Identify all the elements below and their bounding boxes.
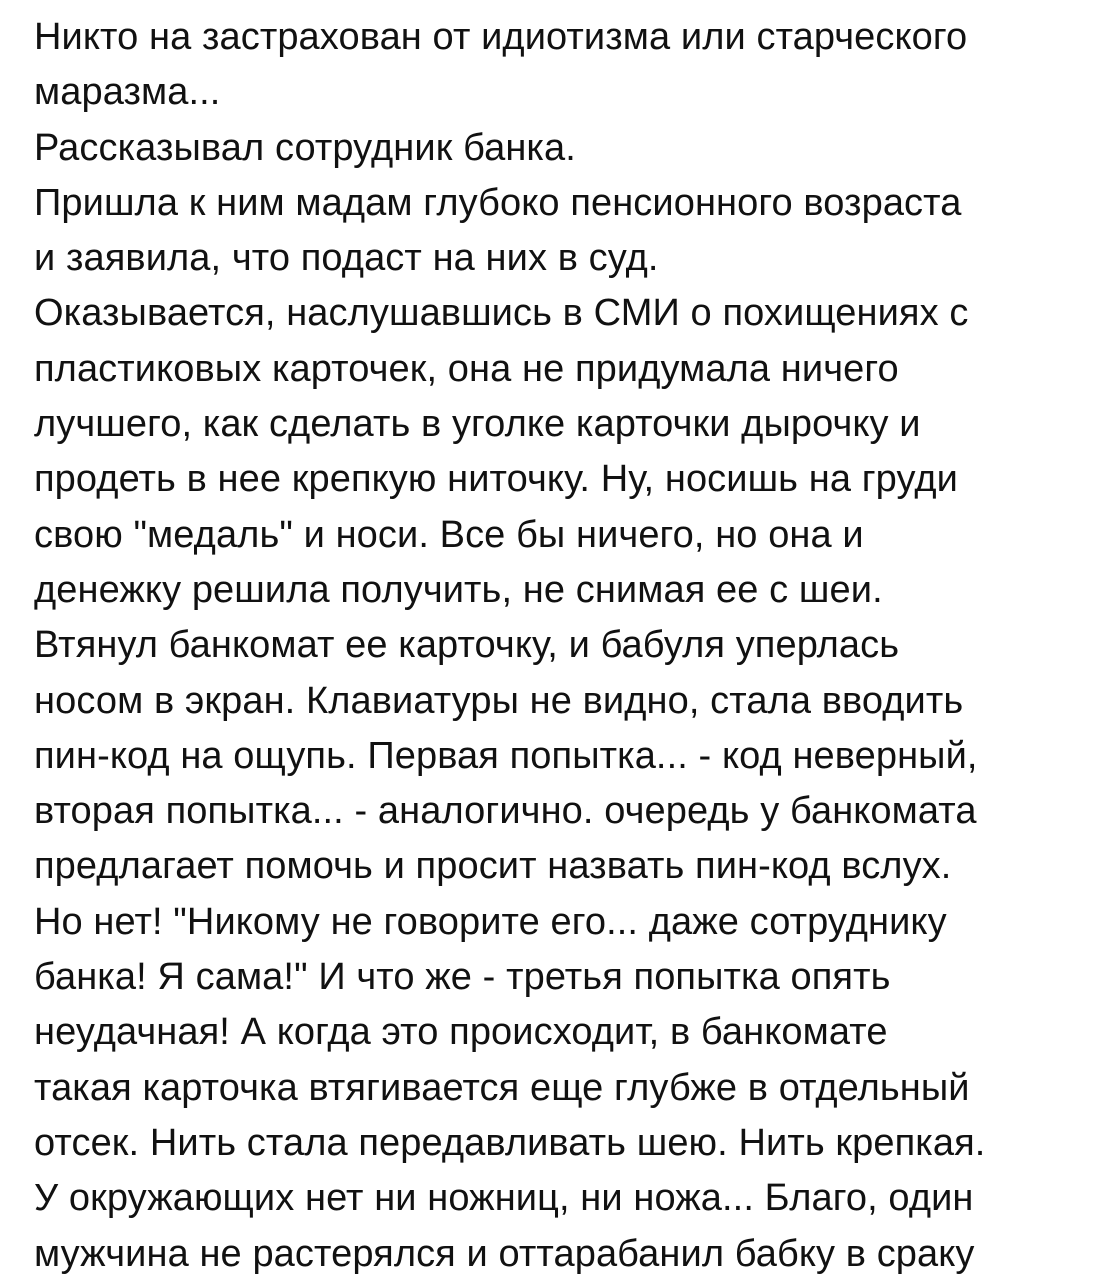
text-line: предлагает помочь и просит назвать пин-код вслух. [34, 845, 952, 888]
text-line: носом в экран. Клавиатуры не видно, стала вводить [34, 679, 964, 722]
text-line: мужчина не растерялся и оттарабанил бабку в сраку [34, 1232, 975, 1275]
text-line: свою "медаль" и носи. Все бы ничего, но она и [34, 513, 864, 556]
text-line: продеть в нее крепкую ниточку. Ну, носишь на груди [34, 458, 958, 501]
text-line: банка! Я сама!" И что же - третья попытка опять [34, 956, 891, 999]
text-line: Пришла к ним мадам глубоко пенсионного возраста [34, 181, 962, 224]
text-line: лучшего, как сделать в уголке карточки дырочку и [34, 403, 921, 446]
text-line: вторая попытка... - аналогично. очередь у банкомата [34, 790, 977, 833]
text-line: и заявила, что подаст на них в суд. [34, 237, 659, 280]
text-line: Рассказывал сотрудник банка. [34, 126, 576, 169]
text-line: маразма... [34, 71, 221, 114]
text-line: отсек. Нить стала передавливать шею. Нить крепкая. [34, 1121, 986, 1164]
text-line: денежку решила получить, не снимая ее с шеи. [34, 568, 883, 611]
text-line: пин-код на ощупь. Первая попытка... - код неверный, [34, 734, 978, 777]
text-line: Но нет! "Никому не говорите его... даже сотруднику [34, 900, 947, 943]
text-line: У окружающих нет ни ножниц, ни ножа... Благо, один [34, 1177, 974, 1220]
text-line: неудачная! А когда это происходит, в банкомате [34, 1011, 888, 1054]
text-line: такая карточка втягивается еще глубже в отдельный [34, 1066, 970, 1109]
text-line: Оказывается, наслушавшись в СМИ о похищениях с [34, 292, 969, 335]
text-line: Втянул банкомат ее карточку, и бабуля уперлась [34, 624, 900, 667]
post-text [34, 10, 1084, 1282]
text-line: Никто на застрахован от идиотизма или старческого [34, 16, 968, 58]
text-line: пластиковых карточек, она не придумала ничего [34, 347, 899, 390]
